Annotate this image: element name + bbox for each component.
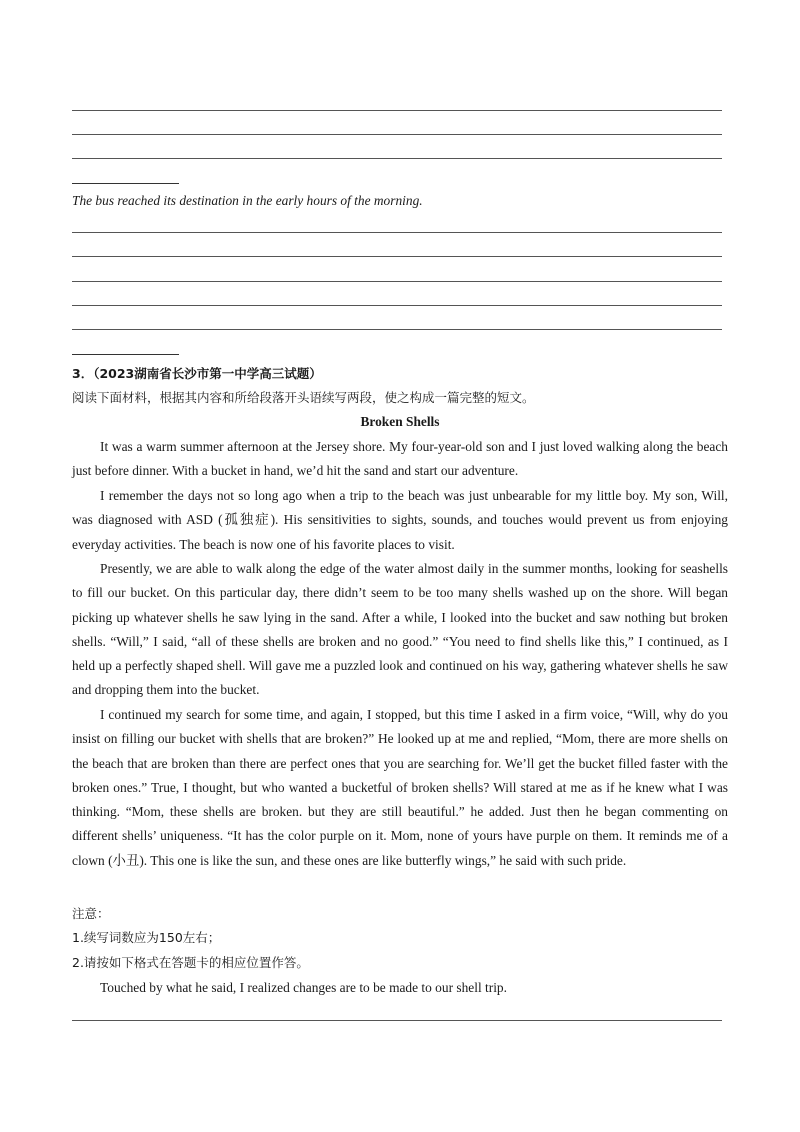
note-item: 1.续写词数应为150左右； (72, 930, 221, 945)
passage-paragraph-2: I remember the days not so long ago when a trip to the beach was just unbearable for my little boy. My son, Will, was diagnosed with ASD (孤独症). His sensitivities to sights, sounds, and touches would prevent us from enjoying everyday activities. The beach is now one of his favorite places to visit. (72, 488, 728, 552)
answer-line (72, 134, 722, 135)
answer-line (72, 1020, 722, 1021)
passage-paragraph-4: I continued my search for some time, and again, I stopped, but this time I asked in a firm voice, “Will, why do you insist on filling our bucket with shells that are broken?” He looked up at me and replied, “Mom, there are more shells on the beach that are broken than there are perfect ones that you are searching for. We’ll get the bucket filled faster with the broken ones.” True, I thought, but who wanted a bucketful of broken shells? Will stared at me as if he knew what I was thinking. “Mom, these shells are broken. but they are still beautiful.” he added. Just then he began commenting on different shells’ uniqueness. “It has the color purple on it. Mom, none of yours have purple on them. It reminds me of a clown (小丑). This one is like the sun, and these ones are like butterfly wings,” he said with such pride. (72, 707, 728, 868)
continuation-start-sentence: Touched by what he said, I realized changes are to be made to our shell trip. (100, 980, 507, 995)
note-item: 2.请按如下格式在答题卡的相应位置作答。 (72, 955, 309, 970)
answer-line (72, 110, 722, 111)
question-header: 3．（2023湖南省长沙市第一中学高三试题） (72, 366, 322, 381)
passage-paragraph-3: Presently, we are able to walk along the edge of the water almost daily in the summer months, looking for seashells to fill our bucket. On this particular day, there didn’t seem to be too many shells washed up on the shore. Will began picking up whatever shells he saw lying in the sand. After a while, I looked into the bucket and saw nothing but broken shells. “Will,” I said, “all of these shells are broken and no good.” “You need to find shells like this,” I continued, as I held up a perfectly shaped shell. Will gave me a puzzled look and continued on his way, gathering whatever shells he saw and dropping them into the bucket. (72, 561, 728, 698)
paragraph-prompt-sentence: The bus reached its destination in the early hours of the morning. (72, 193, 423, 208)
answer-line (72, 256, 722, 257)
answer-line (72, 305, 722, 306)
question-instruction: 阅读下面材料，根据其内容和所给段落开头语续写两段，使之构成一篇完整的短文。 (72, 390, 535, 405)
short-answer-line (72, 354, 179, 355)
notes-label: 注意： (72, 906, 110, 921)
answer-line (72, 158, 722, 159)
passage-title: Broken Shells (360, 414, 440, 429)
answer-line (72, 232, 722, 233)
answer-line (72, 329, 722, 330)
passage-paragraph-1: It was a warm summer afternoon at the Jersey shore. My four-year-old son and I just loved walking along the beach just before dinner. With a bucket in hand, we’d hit the sand and start our adventure. (72, 439, 728, 479)
answer-line (72, 281, 722, 282)
short-answer-line (72, 183, 179, 184)
